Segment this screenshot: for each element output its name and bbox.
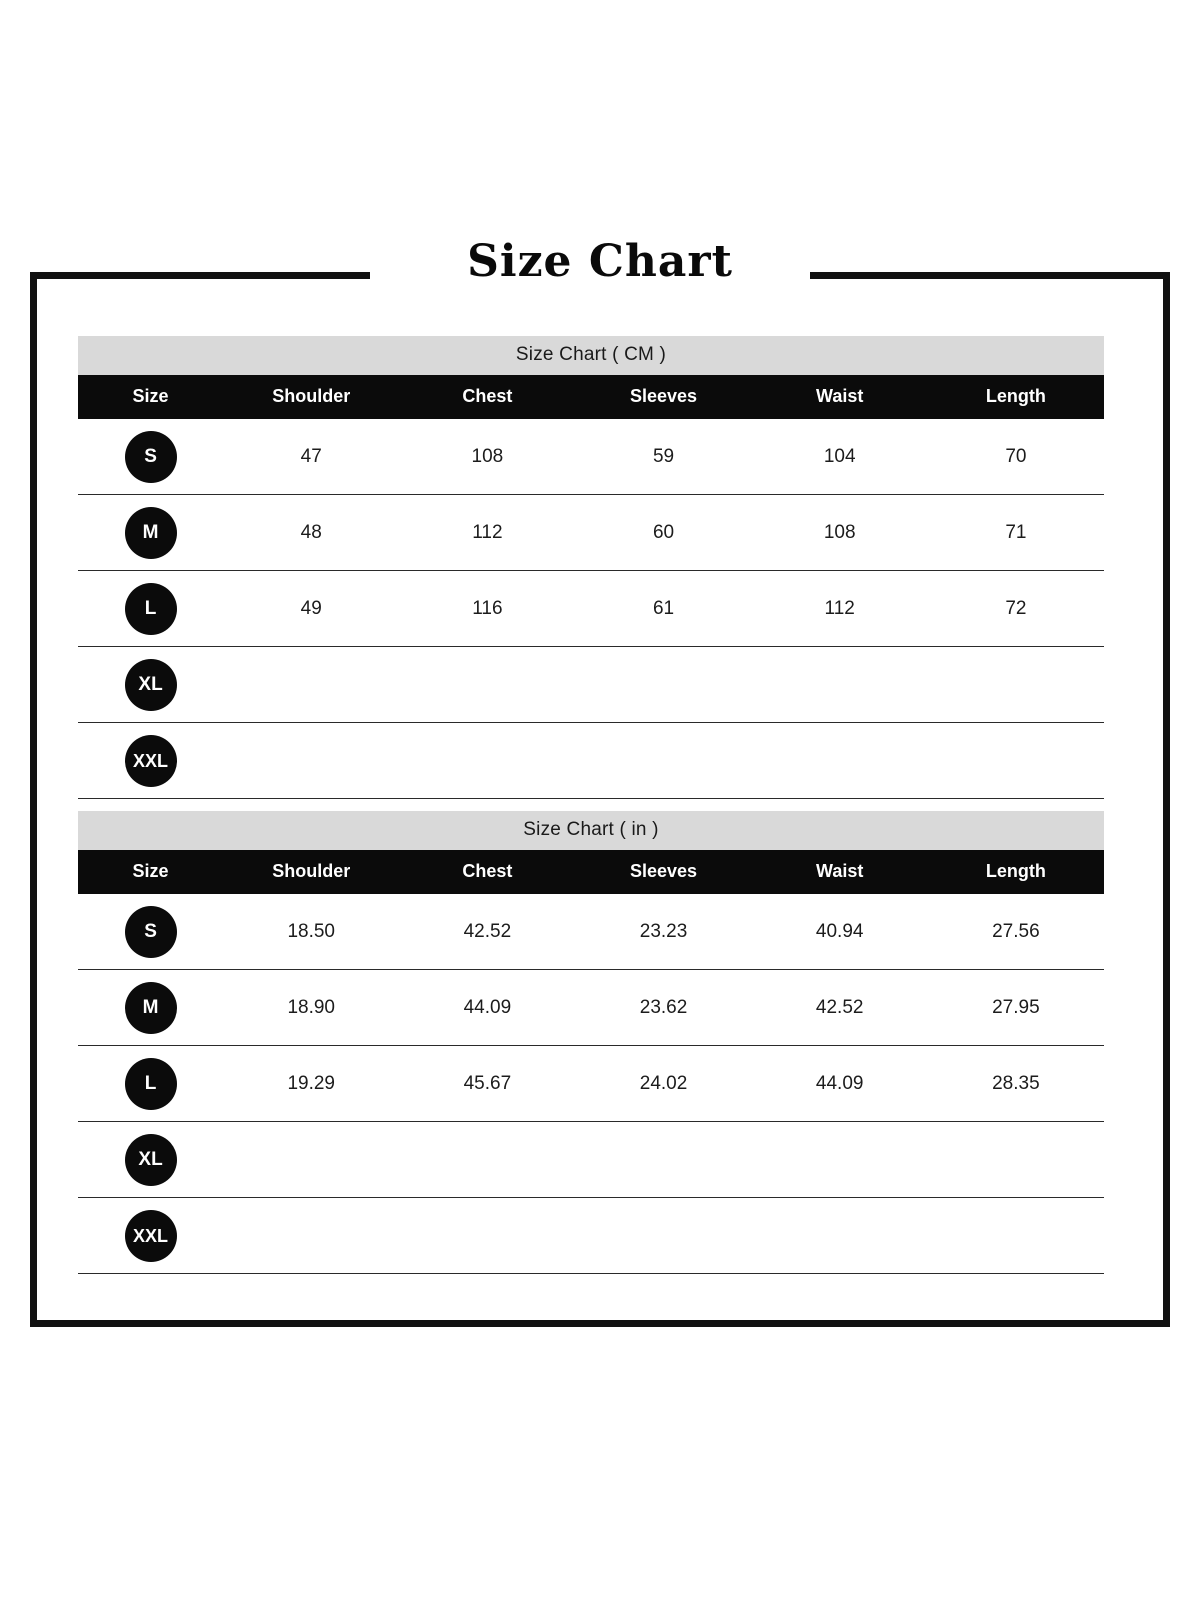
size-table-in xyxy=(78,850,1104,1274)
cell-chest xyxy=(399,1122,575,1198)
cell-waist xyxy=(752,723,928,799)
cell-sleeves: 23.23 xyxy=(575,894,751,970)
size-badge: L xyxy=(125,583,177,635)
table-row xyxy=(78,495,1104,571)
size-badge: XXL xyxy=(125,735,177,787)
cell-chest: 45.67 xyxy=(399,1046,575,1122)
column-header-length: Length xyxy=(928,375,1104,419)
cell-shoulder: 19.29 xyxy=(223,1046,399,1122)
cell-chest xyxy=(399,647,575,723)
cell-shoulder xyxy=(223,723,399,799)
cell-shoulder: 47 xyxy=(223,419,399,495)
cell-chest: 108 xyxy=(399,419,575,495)
cell-length: 72 xyxy=(928,571,1104,647)
size-cell xyxy=(78,723,223,799)
column-header-size: Size xyxy=(78,375,223,419)
cell-length: 70 xyxy=(928,419,1104,495)
cell-waist xyxy=(752,1122,928,1198)
page-title: Size Chart xyxy=(467,236,733,287)
column-header-shoulder: Shoulder xyxy=(223,850,399,894)
cell-length xyxy=(928,1198,1104,1274)
table-header-row xyxy=(78,850,1104,894)
size-badge: XXL xyxy=(125,1210,177,1262)
size-table-cm xyxy=(78,375,1104,799)
cell-sleeves: 60 xyxy=(575,495,751,571)
cell-sleeves xyxy=(575,723,751,799)
size-cell xyxy=(78,419,223,495)
table-band-cm: Size Chart ( CM ) xyxy=(78,336,1104,375)
size-badge: XL xyxy=(125,1134,177,1186)
cell-sleeves xyxy=(575,647,751,723)
cell-waist: 44.09 xyxy=(752,1046,928,1122)
size-badge: XL xyxy=(125,659,177,711)
cell-shoulder xyxy=(223,1122,399,1198)
table-header-row xyxy=(78,375,1104,419)
size-badge: L xyxy=(125,1058,177,1110)
cell-sleeves xyxy=(575,1122,751,1198)
size-cell xyxy=(78,1046,223,1122)
size-cell xyxy=(78,647,223,723)
cell-waist: 104 xyxy=(752,419,928,495)
cell-sleeves xyxy=(575,1198,751,1274)
cell-length xyxy=(928,647,1104,723)
size-badge: S xyxy=(125,906,177,958)
cell-length: 71 xyxy=(928,495,1104,571)
cell-chest: 116 xyxy=(399,571,575,647)
cell-length xyxy=(928,723,1104,799)
table-row xyxy=(78,1198,1104,1274)
table-row xyxy=(78,1046,1104,1122)
table-row xyxy=(78,1122,1104,1198)
cell-chest: 44.09 xyxy=(399,970,575,1046)
column-header-chest: Chest xyxy=(399,375,575,419)
size-cell xyxy=(78,571,223,647)
column-header-sleeves: Sleeves xyxy=(575,850,751,894)
cell-sleeves: 24.02 xyxy=(575,1046,751,1122)
cell-chest xyxy=(399,723,575,799)
table-row xyxy=(78,419,1104,495)
column-header-sleeves: Sleeves xyxy=(575,375,751,419)
table-row xyxy=(78,723,1104,799)
table-row xyxy=(78,970,1104,1046)
cell-sleeves: 23.62 xyxy=(575,970,751,1046)
column-header-size: Size xyxy=(78,850,223,894)
cell-waist: 40.94 xyxy=(752,894,928,970)
column-header-length: Length xyxy=(928,850,1104,894)
size-cell xyxy=(78,1198,223,1274)
size-cell xyxy=(78,1122,223,1198)
column-header-waist: Waist xyxy=(752,850,928,894)
cell-waist: 42.52 xyxy=(752,970,928,1046)
cell-shoulder xyxy=(223,647,399,723)
cell-length xyxy=(928,1122,1104,1198)
column-header-chest: Chest xyxy=(399,850,575,894)
cell-sleeves: 59 xyxy=(575,419,751,495)
cell-sleeves: 61 xyxy=(575,571,751,647)
column-header-waist: Waist xyxy=(752,375,928,419)
cell-waist xyxy=(752,1198,928,1274)
cell-shoulder: 18.90 xyxy=(223,970,399,1046)
table-row xyxy=(78,571,1104,647)
size-badge: S xyxy=(125,431,177,483)
size-chart-cm-block xyxy=(78,336,1104,799)
cell-waist xyxy=(752,647,928,723)
cell-waist: 108 xyxy=(752,495,928,571)
cell-shoulder xyxy=(223,1198,399,1274)
table-row xyxy=(78,647,1104,723)
cell-chest xyxy=(399,1198,575,1274)
cell-chest: 42.52 xyxy=(399,894,575,970)
column-header-shoulder: Shoulder xyxy=(223,375,399,419)
cell-length: 28.35 xyxy=(928,1046,1104,1122)
cell-shoulder: 18.50 xyxy=(223,894,399,970)
cell-length: 27.56 xyxy=(928,894,1104,970)
cell-shoulder: 49 xyxy=(223,571,399,647)
size-badge: M xyxy=(125,982,177,1034)
cell-length: 27.95 xyxy=(928,970,1104,1046)
size-badge: M xyxy=(125,507,177,559)
table-band-in: Size Chart ( in ) xyxy=(78,811,1104,850)
size-cell xyxy=(78,894,223,970)
table-row xyxy=(78,894,1104,970)
cell-waist: 112 xyxy=(752,571,928,647)
size-cell xyxy=(78,970,223,1046)
cell-chest: 112 xyxy=(399,495,575,571)
cell-shoulder: 48 xyxy=(223,495,399,571)
size-chart-in-block xyxy=(78,811,1104,1274)
size-cell xyxy=(78,495,223,571)
